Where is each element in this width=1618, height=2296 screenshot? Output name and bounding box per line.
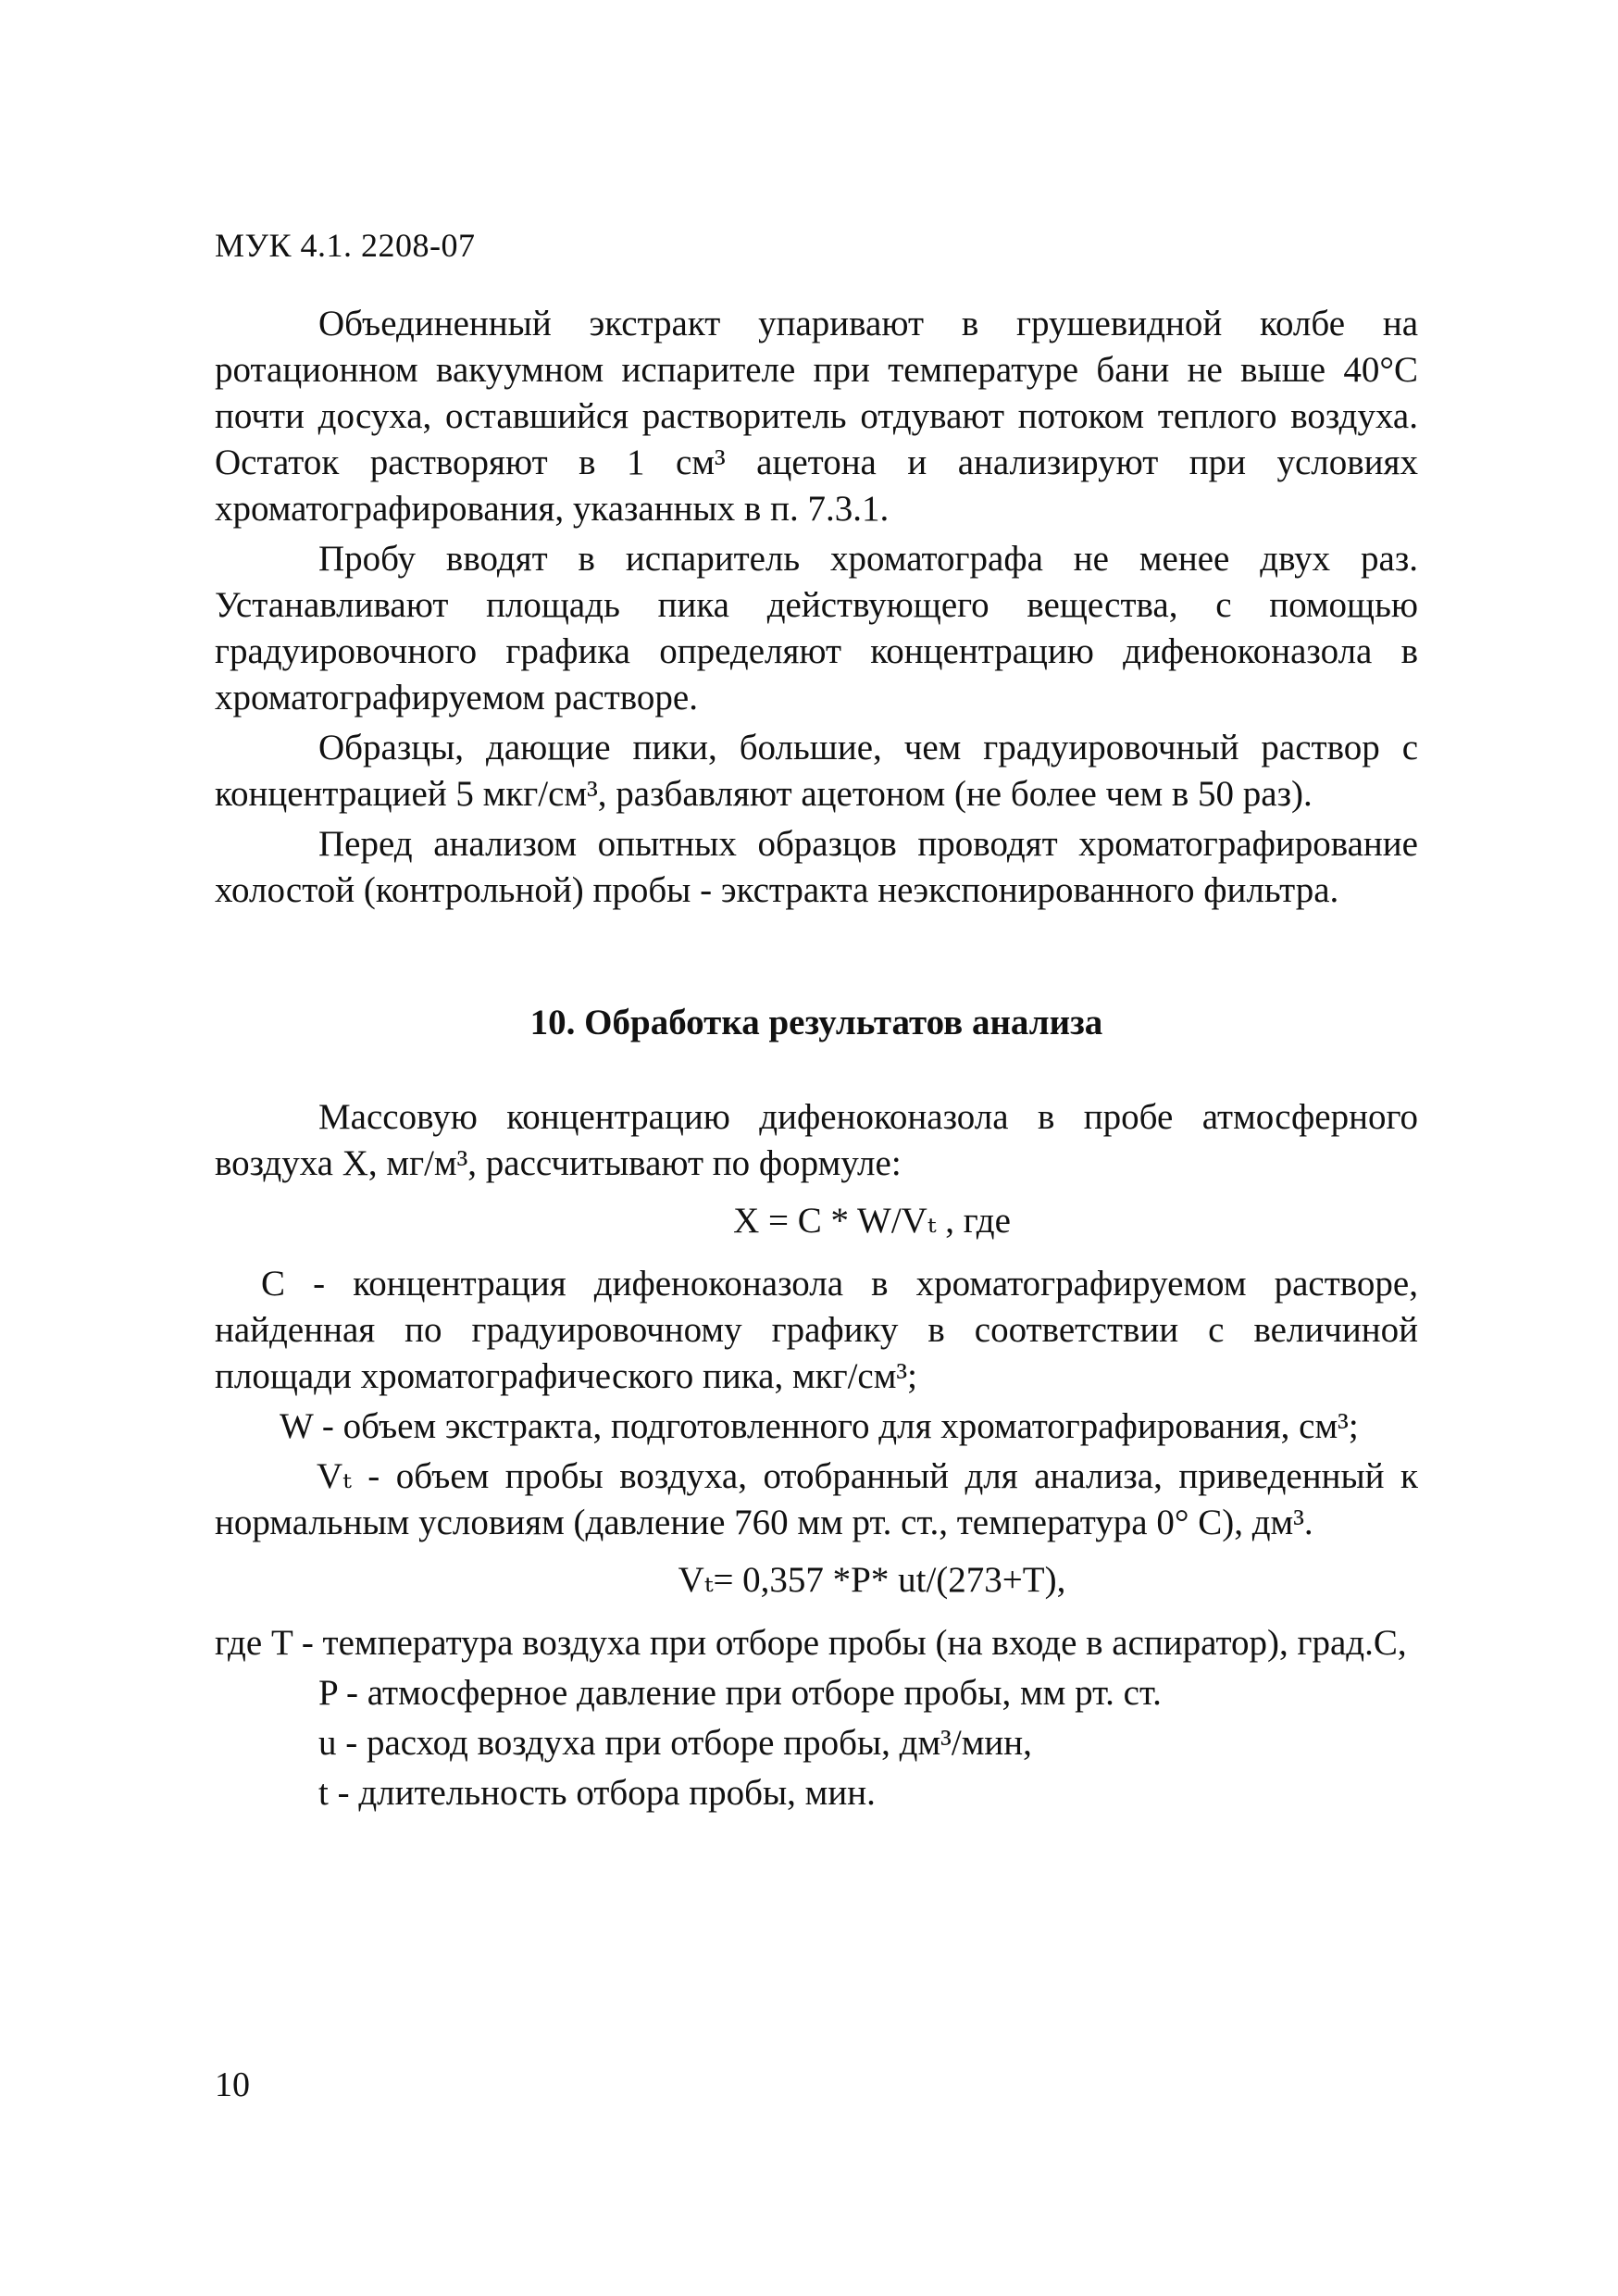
definition-u: u - расход воздуха при отборе пробы, дм³/мин, <box>318 1723 1032 1763</box>
formula-volume: Vₜ= 0,357 *P* ut/(273+T), <box>678 1560 1066 1600</box>
definition-w: W - объем экстракта, подготовленного для хроматографирования, см³; <box>280 1406 1359 1446</box>
document-code: МУК 4.1. 2208-07 <box>215 227 476 264</box>
paragraph-blank-sample: Перед анализом опытных образцов проводят хроматографирование холостой (контрольной) пробы - экстракта неэкспонированного фильтра. <box>215 824 1418 910</box>
formula-concentration: X = C * W/Vₜ , где <box>733 1201 1011 1241</box>
section-intro: Массовую концентрацию дифеноконазола в пробе атмосферного воздуха X, мг/м³, рассчитывают по формуле: <box>215 1097 1418 1183</box>
definition-duration: t - длительность отбора пробы, мин. <box>318 1773 876 1813</box>
paragraph-evaporation: Объединенный экстракт упаривают в грушевидной колбе на ротационном вакуумном испарителе при температуре бани не выше 40°С почти досуха, оставшийся растворитель отдувают потоком теплого воздуха. Остаток растворяют в 1 см³ ацетона и анализируют при условиях хроматографирования, указанных в п. 7.3.1. <box>215 304 1418 529</box>
paragraph-dilution: Образцы, дающие пики, большие, чем градуировочный раствор с концентрацией 5 мкг/см³, разбавляют ацетоном (не более чем в 50 раз). <box>215 728 1418 814</box>
paragraph-injection: Пробу вводят в испаритель хроматографа не менее двух раз. Устанавливают площадь пика действующего вещества, с помощью градуировочного графика определяют концентрацию дифеноконазола в хроматографируемом растворе. <box>215 539 1418 718</box>
definition-c: C - концентрация дифеноконазола в хроматографируемом растворе, найденная по градуировочному графику в соответствии с величиной площади хроматографического пика, мкг/см³; <box>215 1264 1418 1396</box>
body-text <box>215 301 1418 917</box>
section-body <box>215 1094 1418 1820</box>
section-title: 10. Обработка результатов анализа <box>529 1003 1103 1042</box>
page-number: 10 <box>215 2065 250 2104</box>
definition-vt: Vₜ - объем пробы воздуха, отобранный для анализа, приведенный к нормальным условиям (давление 760 мм рт. ст., температура 0° С), дм³. <box>215 1456 1418 1542</box>
definition-t: где T - температура воздуха при отборе пробы (на входе в аспиратор), град.С, <box>215 1623 1407 1663</box>
definition-p: P - атмосферное давление при отборе пробы, мм рт. ст. <box>318 1673 1162 1713</box>
